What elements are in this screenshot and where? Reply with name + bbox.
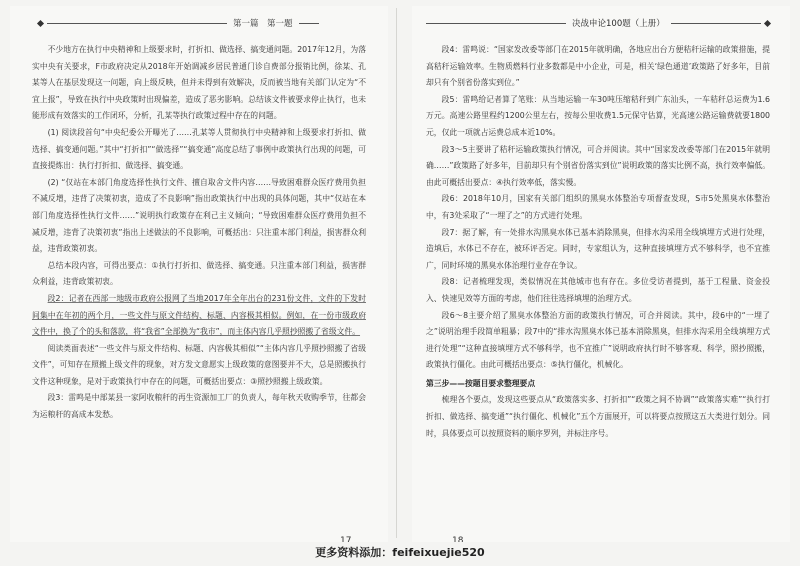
footer-contact: 更多资料添加：feifeixuejie520: [315, 546, 485, 559]
header-book-title: 决战申论100题（上册）: [572, 19, 665, 29]
book-spine: [396, 8, 397, 538]
left-body: [32, 42, 366, 424]
paragraph: 段8：记者梳理发现，类似情况在其他城市也有存在。多位受访者提到，基于工程量、资金投入、快速见效等方面的考虑，他们往往选择填埋的治理方式。: [426, 277, 770, 303]
right-page: [412, 6, 790, 542]
left-page: [10, 6, 388, 542]
paragraph: (2) “仅站在本部门角度选择性执行文件、擅自取舍文件内容……导致困难群众医疗费用负担不减反增，违背了决策初衷，造成了不良影响”指出政策执行中出现的具体问题，其中“仅站在本部门角度选择性执行文件……”说明执行政策存在利己主义倾向；“导致困难群众医疗费用负担不减反增，违背了决策初衷”指出上述做法的不良影响，可概括出：只注重本部门利益，损害群众利益，违背政策初衷。: [32, 177, 366, 254]
header-rule: [671, 23, 761, 24]
paragraph: 总结本段内容，可得出要点：①执行打折扣、做选择、搞变通。只注重本部门利益，损害群众利益，违背政策初衷。: [32, 260, 366, 287]
paragraph: 段7：据了解，有一处排水沟黑臭水体已基本消除黑臭，但排水沟采用全线填埋方式进行处理，造填后，水体已不存在，被环评否定。同时，专家组认为，这种直接填埋方式不够科学，也不宜推广，同时环境的黑臭水体治理行业存在争议。: [426, 227, 770, 270]
page-number: 18: [452, 536, 464, 542]
left-page-header: [34, 16, 374, 30]
header-diamond-icon: [764, 19, 771, 26]
paragraph: 段2：记者在西部一地级市政府公报网了当地2017年全年出台的231份文件，文件的下发时间集中在年初的两个月，一些文件与原文件结构、标题、内容极其相似。例如，在一份市级政府文件中，换了个的头和落款，将“我省”全部换为“我市”，而主体内容几乎照抄照搬了省级文件。: [32, 293, 366, 337]
paragraph: 段4：雷鸣说：“国家发改委等部门在2015年就明确，各地应出台方便秸秆运输的政策措施，提高秸秆运输效率。生物质燃料行业多数都是中小企业，可是，相关‘绿色通道’政策路了好多年，目前却只有个别省份落实到位。”: [426, 45, 770, 88]
paragraph: 段5：雷鸣给记者算了笔账：从当地运输一车30吨压缩秸秆到广东汕头，一车秸秆总运费为1.6万元。高速公路里程约1200公里左右，按每公里收费1.5元保守估算，光高速公路运输费就要1800元，仅此一项就占运费总成本近10%。: [426, 94, 770, 137]
right-page-header: [426, 16, 776, 30]
header-rule: [299, 23, 319, 24]
page-number: 17: [340, 536, 352, 542]
paragraph: 段3～5主要讲了秸秆运输政策执行情况，可合并阅读。其中“国家发改委等部门在2015年就明确……”政策路了好多年，目前却只有个别省份落实到位”说明政策的落实比例不高，执行效率偏低。由此可概括出要点：④执行效率低，落实慢。: [426, 144, 770, 187]
header-rule: [47, 23, 227, 24]
paragraph: 梳理各个要点，发现这些要点从“政策落实多、打折扣”“政策之间不协调”“政策落实难”“执行打折扣、做选择、搞变通”“执行僵化、机械化”五个方面展开，可以将要点按照这五大类进行划分。同时，具体要点可以按照资料的顺序罗列，并标注序号。: [426, 395, 770, 438]
paragraph: (1) 阅读段首句“中央纪委公开曝光了……孔某等人贯彻执行中央精神和上级要求打折扣、做选择、搞变通问题。”其中“打折扣”“做选择”“搞变通”高度总结了事例中政策执行出现的问题，可直接提炼出：执行打折扣、做选择、搞变通。: [32, 127, 366, 171]
header-diamond-icon: [37, 19, 44, 26]
paragraph: 段6：2018年10月，国家有关部门组织的黑臭水体整治专项督查发现，S市5处黑臭水体整治中，有3处采取了“一埋了之”的方式进行处理。: [426, 194, 770, 220]
paragraph: 段6～8主要介绍了黑臭水体整治方面的政策执行情况，可合并阅读。其中，段6中的“一埋了之”说明治理手段简单粗暴；段7中的“排水沟黑臭水体已基本消除黑臭，但排水沟采用全线填埋方式进行处理”“这种直接填埋方式不够科学，也不宜推广”说明政府执行时不够客观、科学，照抄照搬，政策执行僵化。由此可概括出要点：⑤执行僵化，机械化。: [426, 310, 770, 370]
paragraph: 阅读类面表述“一些文件与原文件结构、标题、内容极其相似”“主体内容几乎照抄照搬了省级文件”，可知存在照搬上级文件的现象，对方发文意愿实上级政策的意图要并不大，总是照搬执行文件这种现象，是对于政策执行中存在的问题，可概括出要点：③照抄照搬上级政策。: [32, 343, 366, 386]
paragraph: 不少地方在执行中央精神和上级要求时，打折扣、做选择、搞变通问题。2017年12月，为落实中央有关要求，F市政府决定从2018年开始调减乡居民普通门诊自费部分报销比例，徐某、孔某等人在基层发现这一问题，向上级反映，但并未得到有效解决，反而被当地有关部门认定为“不宜上报”，导致在执行中央政策时出现偏差，造成了恶劣影响。总结该文件被要求停止执行，也未能形成有效落实的工作闭环，分析，孔某等执行政策过程中存在的问题。: [32, 45, 366, 121]
section-heading: 第三步——按题目要求整理要点: [426, 378, 536, 388]
right-body: [426, 42, 770, 442]
paragraph: 段3：雷鸣是中部某县一家阿收粮秆的再生资源加工厂的负责人，每年秋天收购季节，往都会为运粮秆的高成本发愁。: [32, 393, 366, 420]
header-rule: [426, 23, 566, 24]
header-chapter: 第一篇 第一题: [233, 19, 293, 29]
